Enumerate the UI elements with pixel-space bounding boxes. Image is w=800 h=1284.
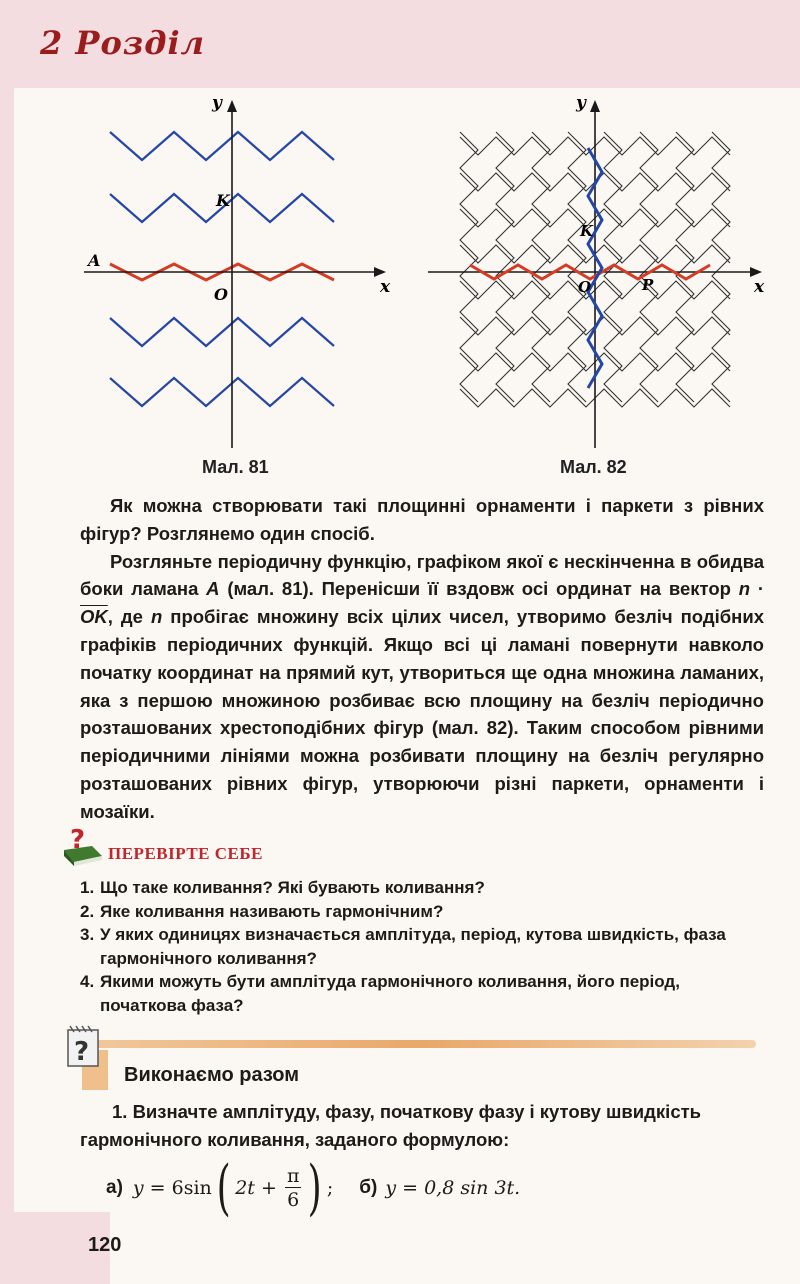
x-axis-arrow-icon: [750, 267, 762, 277]
question-number: 1.: [80, 878, 95, 897]
variable-n: n: [150, 606, 163, 628]
margin-band: [0, 88, 14, 1284]
question-item: [80, 876, 770, 900]
question-item: [80, 970, 770, 1017]
formula-a-lhs: y: [132, 1177, 144, 1199]
paren-right: ): [308, 1153, 323, 1223]
fraction-denominator: 6: [287, 1188, 300, 1211]
together-title: Виконаємо разом: [124, 1064, 300, 1086]
paren-left: (: [216, 1153, 231, 1223]
text-run: ·: [750, 578, 764, 600]
blue-polyline: [110, 318, 334, 346]
chapter-label: 2 Розділ: [40, 24, 206, 62]
question-list: [80, 876, 770, 1017]
x-axis-arrow-icon: [374, 267, 386, 277]
formula-b-label: б): [359, 1177, 378, 1198]
formula-a-end: ;: [326, 1177, 334, 1199]
label-k: K: [580, 222, 594, 240]
question-book-icon: [62, 826, 104, 866]
question-number: 2.: [80, 901, 95, 921]
question-text: Яке коливання називають гармонічним?: [100, 901, 444, 921]
paragraph-1: Як можна створювати такі площинні орнаменти і паркети з рівних фігур? Розглянемо один спосіб.: [80, 495, 764, 544]
label-p: P: [642, 276, 654, 294]
svg-text:?: ?: [70, 826, 86, 855]
question-text: Що таке коливання? Які бувають коливання?: [100, 878, 485, 897]
label-origin: O: [214, 285, 228, 304]
check-yourself-title: ПЕРЕВІРТЕ СЕБЕ: [108, 844, 263, 863]
y-axis-arrow-icon: [227, 100, 237, 112]
blue-polylines: [110, 132, 334, 406]
caption-fig-82: Мал. 82: [560, 457, 627, 477]
formula-a-label: а): [106, 1177, 123, 1198]
axis-label-x: x: [754, 277, 765, 297]
text-run: , де: [107, 606, 151, 628]
page-number: 120: [88, 1234, 122, 1256]
notepad-question-icon: [64, 1022, 104, 1068]
body-text: [80, 492, 764, 826]
label-a: A: [88, 251, 101, 270]
section-divider: [96, 1040, 756, 1048]
question-item: [80, 923, 770, 970]
paragraph-2: [80, 548, 764, 826]
axis-label-x: x: [380, 277, 391, 297]
label-k: K: [216, 191, 230, 210]
figure-81: [80, 92, 400, 452]
formula-b: y = 0,8 sin 3t.: [385, 1177, 521, 1199]
polyline-name: A: [206, 578, 220, 600]
fraction: [285, 1165, 302, 1212]
task-1: 1. Визначте амплітуду, фазу, початкову фазу і кутову швидкість гармонічного коливання, заданого формулою:: [80, 1101, 702, 1150]
axis-label-y: y: [576, 93, 586, 113]
label-origin: O: [578, 278, 592, 296]
question-number: 3.: [80, 925, 95, 944]
svg-text:?: ?: [74, 1037, 90, 1067]
question-text: Якими можуть бути амплітуда гармонічного коливання, його період, початкова фаза?: [100, 972, 680, 1015]
fraction-numerator: π: [286, 1164, 300, 1187]
text-run: (мал. 81). Перенісши її вздовж осі ординат на вектор: [219, 578, 739, 600]
axis-label-y: y: [212, 93, 222, 113]
formula-a-arg: 2t +: [235, 1177, 283, 1199]
formula-a-eq: = 6sin: [143, 1177, 212, 1199]
blue-polyline: [110, 132, 334, 160]
vector-ok: $\overline{OK}$: [80, 606, 108, 628]
y-axis-arrow-icon: [590, 100, 600, 112]
question-number: 4.: [80, 972, 95, 991]
caption-fig-81: Мал. 81: [202, 457, 269, 477]
blue-polyline: [110, 378, 334, 406]
variable-n: n: [738, 578, 751, 600]
question-item: [80, 900, 770, 924]
formula-row: [106, 1153, 521, 1223]
text-run: Розгляньте періодичну функцію, графіком якої є нескінченна в обидва боки ламана: [80, 550, 764, 600]
figure-82: [420, 92, 770, 452]
question-text: У яких одиницях визначається амплітуда, період, кутова швидкість, фаза гармонічного коливання?: [100, 925, 726, 968]
text-run: пробігає множину всіх цілих чисел, утворимо безліч подібних графіків періодичних функцій. Якщо всі ці ламані повернути навколо початку координат на прямий кут, утвориться ще одна множина ламаних, яка з першою множиною розбиває всю площину на безліч періодично розташованих хрестоподібних фігур (мал. 82). Таким способом рівними періодичними лініями можна розбивати площину на безліч регулярно розташованих рівних фігур, утворюючи різні паркети, орнаменти і мозаїки.: [80, 606, 765, 822]
